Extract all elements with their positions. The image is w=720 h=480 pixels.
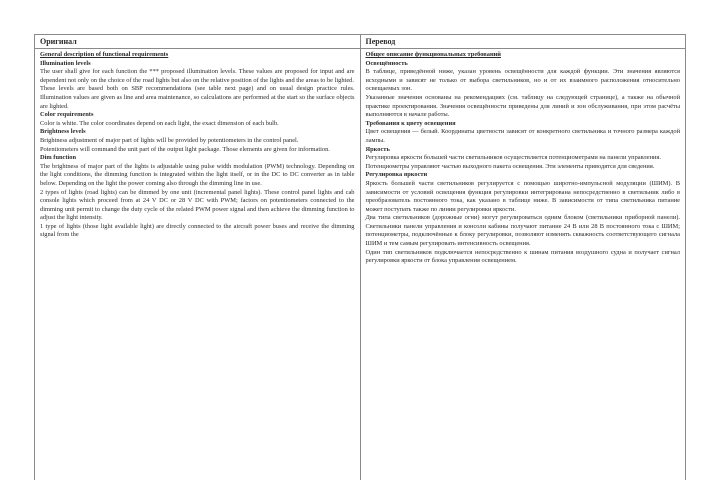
- bilingual-document-table: [34, 34, 686, 480]
- paragraph: These levels are based both on SBP recommendations (see table next page) and on usual design practice rules. Illumination values are given as line and area maintenance, so calculations are performed at the start so the surface objects are lighted.: [40, 85, 355, 110]
- paragraph: The user shall give for each function the *** proposed illumination levels. These values are proposed for input and are dependent not only on the choice of the road lights but also on the relative position of the lights and the areas to be lighted.: [40, 68, 355, 84]
- paragraph: Два типа светильников (дорожные огни) могут регулироваться одним блоком (светильники приборной панели). Светильники панели управления и консоли кабины получают питание 24 В или 28 В постоянного тока с ШИМ; потенциометры, подключённые к блоку регулировки, позволяют изменять скважность соответствующего сигнала ШИМ и тем самым регулировать интенсивность освещения.: [365, 214, 680, 248]
- column-body: [361, 49, 686, 266]
- paragraph: Color is white. The color coordinates depend on each light, the exact dimension of each bulb.: [40, 119, 279, 127]
- subsection-heading: Яркость: [365, 145, 390, 153]
- paragraph: В таблице, приведённой ниже, указан уровень освещённости для каждой функции. Эти значения являются исходными и зависят не только от выбора светильников, но и от их взаимного расположения относительно освещаемых зон.: [365, 68, 680, 93]
- subsection-heading: Освещённость: [365, 59, 408, 67]
- subsection-heading: Brightness levels: [40, 128, 86, 136]
- subsection-heading: Требования к цвету освещения: [365, 119, 456, 127]
- original-column: [35, 35, 360, 480]
- subsection-heading: Dim function: [40, 154, 77, 162]
- paragraph: 1 type of lights (those light available light) are directly connected to the aircraft power buses and receive the dimming signal from the: [40, 222, 355, 239]
- section-heading: General description of functional requirements: [40, 51, 169, 58]
- subsection-heading: Illumination levels: [40, 59, 91, 67]
- column-body: [35, 49, 360, 240]
- paragraph: Один тип светильников подключается непосредственно к шинам питания воздушного судна и получает сигнал регулировки яркости от блока управления освещением.: [365, 248, 680, 265]
- paragraph: The brightness of major part of the lights is adjustable using pulse width modulation (PWM) technology. Depending on the light conditions, the dimming function is integrated within the light itself, or in the DC to DC converter as in table below. Depending on the light the power coming also through the dimming line in use.: [40, 162, 355, 187]
- column-header: Оригинал: [35, 35, 360, 49]
- paragraph: Цвет освещения — белый. Координаты цветности зависят от конкретного светильника и точного размера каждой лампы.: [365, 128, 680, 144]
- paragraph: Указанные значения основаны на рекомендациях (см. таблицу на следующей странице), а также на обычной практике проектирования. Значения освещённости приведены для линий и зон обслуживания, при этом расчёты выполняются в начале работы.: [365, 93, 680, 119]
- paragraph: Brightness adjustment of major part of lights will be provided by potentiometers in the control panel.: [40, 136, 299, 144]
- subsection-heading: Color requirements: [40, 111, 94, 119]
- paragraph: Регулировка яркости большей части светильников осуществляется потенциометрами на панели управления.: [365, 154, 661, 162]
- column-header: Перевод: [361, 35, 686, 49]
- section-heading: Общее описание функциональных требований: [365, 51, 501, 58]
- paragraph: 2 types of lights (road lights) can be dimmed by one unit (incremental panel lights). These control panel lights and cab console lights which proceed from at 24 V DC or 28 V DC with PWM; factors on potentiometers connected to the dimming unit permit to change the duty cycle of the related PWM power signal and then achieve the dimming function to adjust the light intensity.: [40, 188, 355, 222]
- paragraph: Яркость большей части светильников регулируется с помощью широтно-импульсной модуляции (ШИМ). В зависимости от условий освещения функция регулировки интегрирована непосредственно в светильник либо в преобразователь постоянного тока, как указано в таблице ниже. В зависимости от типа светильника питание может поступать также по линии регулировки яркости.: [365, 179, 680, 213]
- translation-column: [360, 35, 686, 480]
- subsection-heading: Регулировка яркости: [365, 171, 428, 179]
- paragraph: Potentiometers will command the unit part of the output light package. Those elements are given for information.: [40, 145, 330, 153]
- paragraph: Потенциометры управляют частью выходного пакета освещения. Эти элементы приводятся для сведения.: [365, 162, 655, 170]
